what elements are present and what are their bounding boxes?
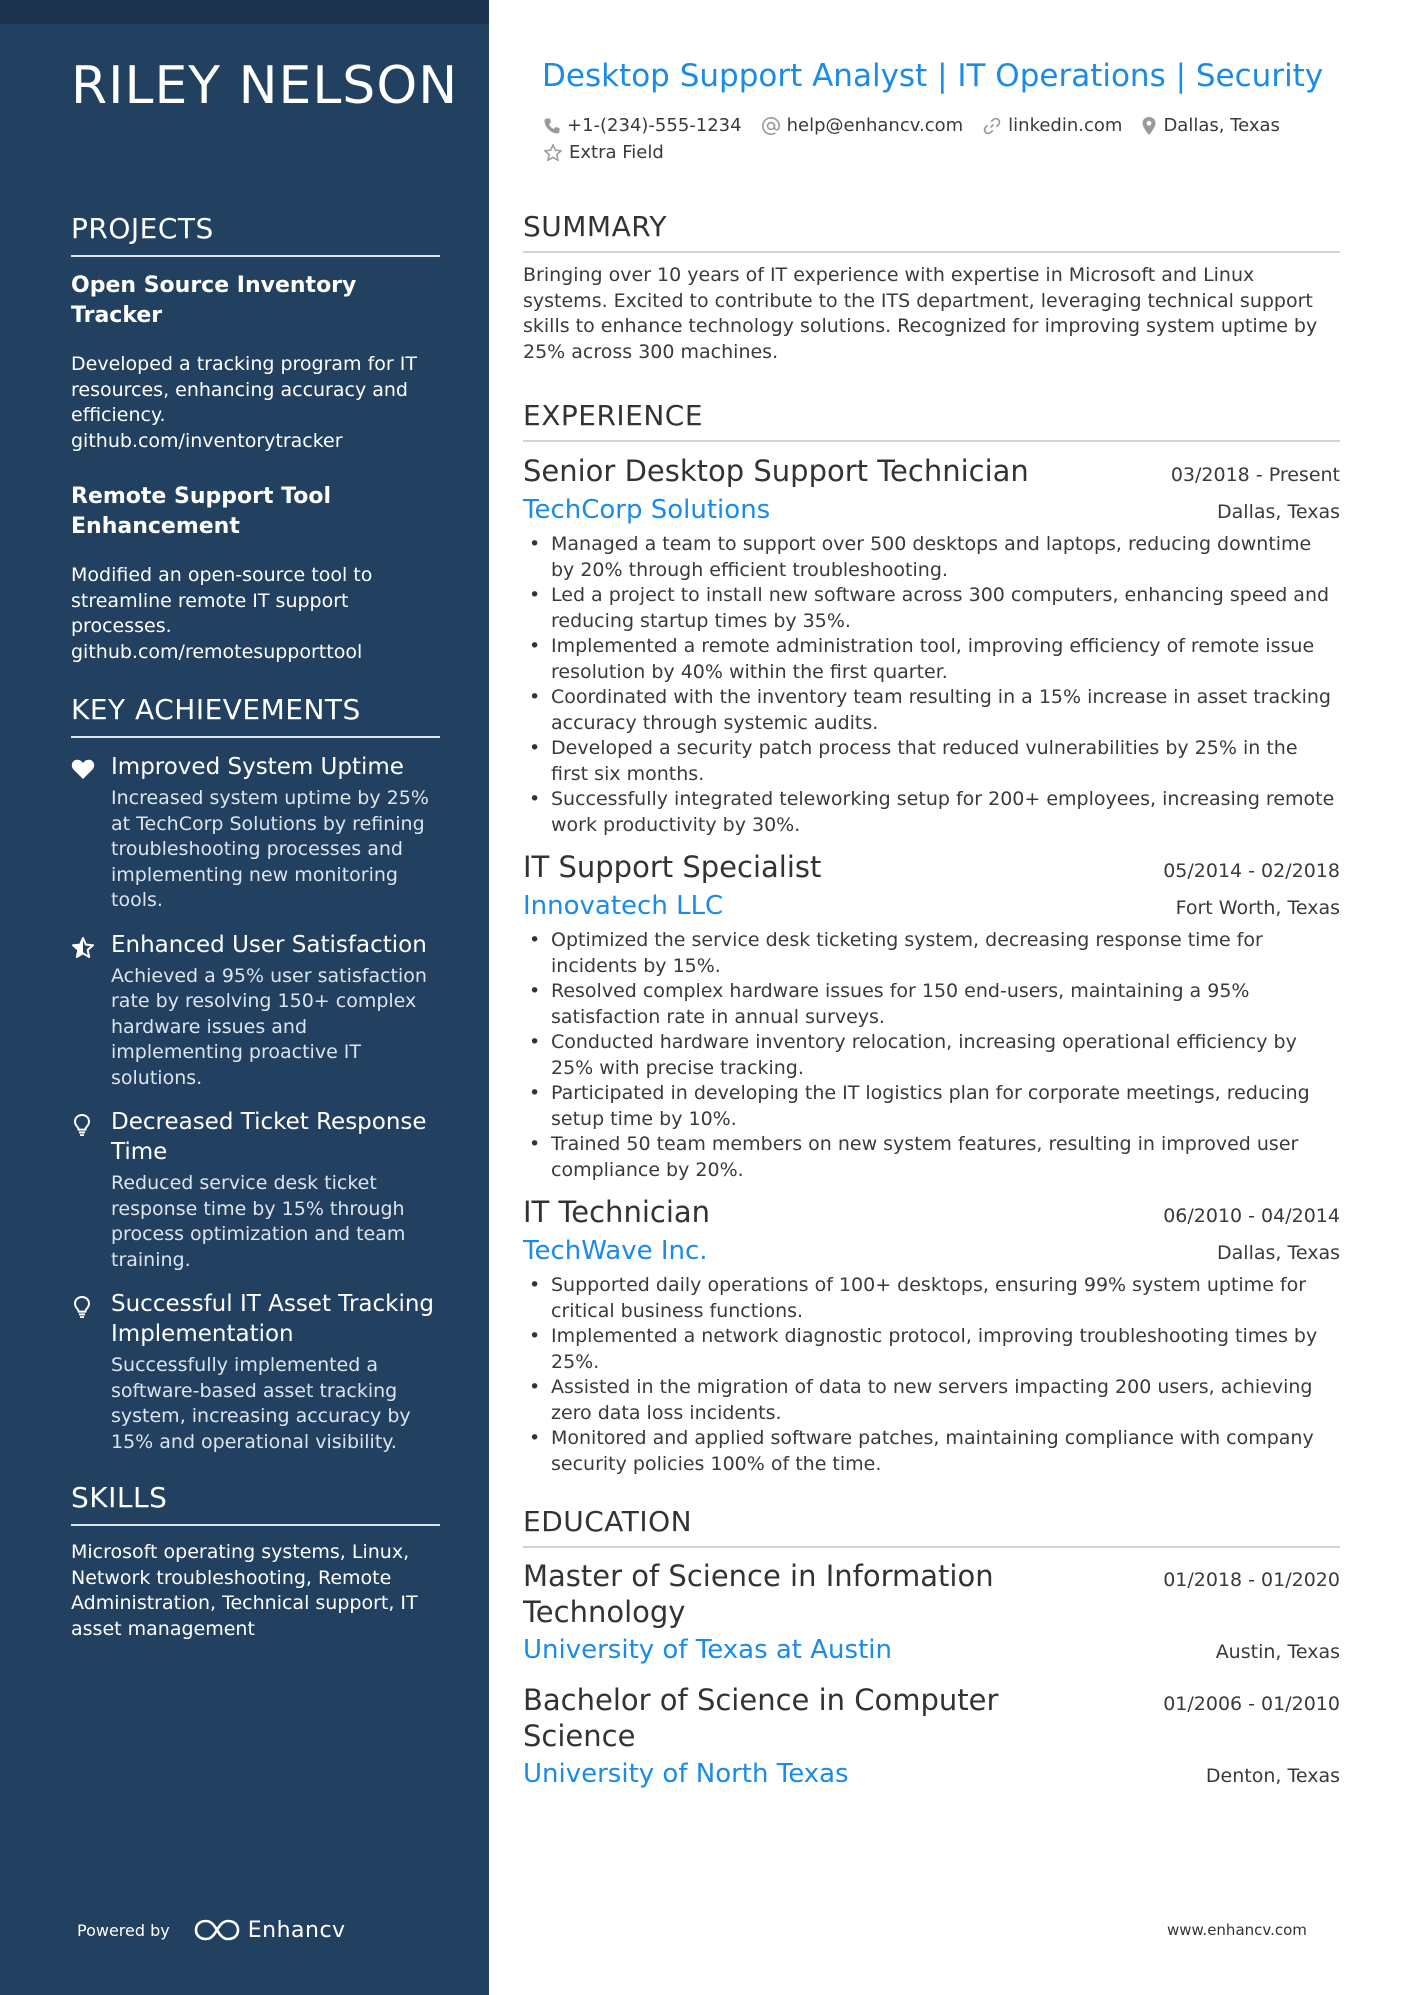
- job-title: IT Technician: [523, 1195, 711, 1229]
- link-icon: [982, 116, 1002, 136]
- education-date: 01/2018 - 01/2020: [1163, 1569, 1340, 1591]
- achievement-item: [71, 930, 440, 1092]
- main-column: [523, 210, 1340, 1806]
- footer-url[interactable]: www.enhancv.com: [1167, 1921, 1307, 1939]
- job-bullet: • Trained 50 team members on new system features, resulting in improved user compliance by 20%.: [523, 1132, 1340, 1183]
- job-bullet: • Implemented a remote administration tool, improving efficiency of remote issue resolution by 40% within the first quarter.: [523, 634, 1340, 685]
- contact-location: [1141, 115, 1280, 136]
- job-bullet: • Coordinated with the inventory team resulting in a 15% increase in asset tracking accuracy through systemic audits.: [523, 685, 1340, 736]
- email-text: help@enhancv.com: [786, 115, 964, 136]
- job-bullet: • Assisted in the migration of data to new servers impacting 200 users, achieving zero data loss incidents.: [523, 1375, 1340, 1426]
- contact-linkedin[interactable]: [982, 115, 1122, 136]
- powered-by-label: Powered by: [77, 1920, 170, 1940]
- linkedin-text: linkedin.com: [1008, 115, 1123, 136]
- achievement-item: [71, 752, 440, 914]
- education-section-title: EDUCATION: [523, 1505, 1340, 1548]
- skills-section-title: SKILLS: [71, 1481, 440, 1526]
- sidebar-top-band: [0, 0, 489, 24]
- job-title: Senior Desktop Support Technician: [523, 454, 1029, 488]
- phone-text: +1-(234)-555-1234: [567, 115, 742, 136]
- job-entry: [523, 848, 1340, 1183]
- education-entry: [523, 1558, 1340, 1668]
- job-bullet: • Conducted hardware inventory relocation, increasing operational efficiency by 25% with precise tracking.: [523, 1030, 1340, 1081]
- project-description: Developed a tracking program for IT resources, enhancing accuracy and efficiency. github.com/inventorytracker: [71, 353, 417, 452]
- project-title: Remote Support Tool Enhancement: [71, 484, 331, 539]
- job-date: 03/2018 - Present: [1170, 464, 1340, 486]
- job-bullet: • Participated in developing the IT logistics plan for corporate meetings, reducing setup time by 10%.: [523, 1081, 1340, 1132]
- company-name: TechCorp Solutions: [523, 495, 771, 525]
- achievements-section-title: KEY ACHIEVEMENTS: [71, 693, 440, 738]
- contact-phone[interactable]: [543, 115, 742, 136]
- job-bullet: • Led a project to install new software across 300 computers, enhancing speed and reducing startup times by 35%.: [523, 583, 1340, 634]
- job-location: Fort Worth, Texas: [1175, 897, 1340, 919]
- lightbulb-icon: [71, 1289, 111, 1455]
- star-icon: [543, 143, 563, 163]
- job-entry: [523, 1193, 1340, 1477]
- job-bullet: • Implemented a network diagnostic protocol, improving troubleshooting times by 25%.: [523, 1324, 1340, 1375]
- enhancv-logo[interactable]: [194, 1917, 346, 1943]
- headline: Desktop Support Analyst | IT Operations | Security: [542, 58, 1324, 94]
- project-description: Modified an open-source tool to streamline remote IT support processes. github.com/remotesupporttool: [71, 564, 373, 663]
- job-bullets: [523, 1273, 1340, 1477]
- degree-title: Bachelor of Science in Computer Science: [523, 1683, 999, 1753]
- achievement-title: Improved System Uptime: [111, 754, 404, 780]
- achievement-description: Increased system uptime by 25% at TechCorp Solutions by refining troubleshooting processes and implementing new monitoring tools.: [111, 787, 429, 911]
- achievement-title: Successful IT Asset Tracking Implementation: [111, 1291, 435, 1347]
- achievement-description: Achieved a 95% user satisfaction rate by resolving 150+ complex hardware issues and implementing proactive IT solutions.: [111, 964, 427, 1089]
- location-pin-icon: [1141, 116, 1157, 136]
- job-date: 05/2014 - 02/2018: [1163, 860, 1340, 882]
- experience-section-title: EXPERIENCE: [523, 399, 1340, 442]
- achievement-title: Enhanced User Satisfaction: [111, 931, 427, 958]
- company-name: TechWave Inc.: [523, 1236, 708, 1266]
- contact-extra: [543, 142, 664, 163]
- phone-icon: [543, 117, 561, 135]
- degree-title: Master of Science in Information Technology: [523, 1559, 994, 1629]
- school-name: University of North Texas: [523, 1759, 849, 1789]
- projects-section-title: PROJECTS: [71, 212, 440, 257]
- project-item: [71, 271, 440, 454]
- achievement-item: [71, 1289, 440, 1455]
- job-bullet: • Managed a team to support over 500 desktops and laptops, reducing downtime by 20% through efficient troubleshooting.: [523, 532, 1340, 583]
- summary-text: Bringing over 10 years of IT experience with expertise in Microsoft and Linux systems. Excited to contribute to the ITS department, leveraging technical support skills to enhance technology solutions. Recognized for improving system uptime by 25% across 300 machines.: [523, 264, 1318, 363]
- skills-list: Microsoft operating systems, Linux, Network troubleshooting, Remote Administration, Technical support, IT asset management: [71, 1541, 418, 1640]
- education-date: 01/2006 - 01/2010: [1163, 1693, 1340, 1715]
- company-name: Innovatech LLC: [523, 891, 724, 921]
- school-location: Denton, Texas: [1205, 1765, 1340, 1787]
- location-text: Dallas, Texas: [1163, 115, 1280, 136]
- education-entry: [523, 1682, 1340, 1792]
- job-bullet: • Optimized the service desk ticketing system, decreasing response time for incidents by 15%.: [523, 928, 1340, 979]
- heart-icon: [71, 752, 111, 914]
- contact-email[interactable]: [761, 115, 964, 136]
- job-bullet: • Developed a security patch process that reduced vulnerabilities by 25% in the first six months.: [523, 736, 1340, 787]
- extra-field-text: Extra Field: [569, 142, 664, 163]
- enhancv-brand: Enhancv: [247, 1917, 346, 1943]
- achievement-description: Reduced service desk ticket response time by 15% through process optimization and team training.: [111, 1172, 406, 1271]
- achievement-description: Successfully implemented a software-based asset tracking system, increasing accuracy by 15% and operational visibility.: [111, 1354, 411, 1453]
- sidebar: [0, 0, 489, 1995]
- job-location: Dallas, Texas: [1217, 1242, 1340, 1264]
- school-name: University of Texas at Austin: [523, 1635, 892, 1665]
- job-bullet: • Resolved complex hardware issues for 150 end-users, maintaining a 95% satisfaction rate in annual surveys.: [523, 979, 1340, 1030]
- candidate-name: RILEY NELSON: [71, 56, 459, 116]
- enhancv-logo-icon: [194, 1917, 240, 1943]
- job-bullets: [523, 532, 1340, 838]
- project-title: Open Source Inventory Tracker: [71, 273, 357, 328]
- job-bullets: [523, 928, 1340, 1183]
- powered-by: [77, 1917, 346, 1943]
- school-location: Austin, Texas: [1215, 1641, 1340, 1663]
- sidebar-content: [71, 212, 440, 1642]
- job-date: 06/2010 - 04/2014: [1163, 1205, 1340, 1227]
- project-item: [71, 482, 440, 665]
- contact-info: [543, 112, 1333, 166]
- lightbulb-icon: [71, 1107, 111, 1273]
- job-title: IT Support Specialist: [523, 850, 822, 884]
- achievement-title: Decreased Ticket Response Time: [111, 1109, 427, 1165]
- job-bullet: • Supported daily operations of 100+ desktops, ensuring 99% system uptime for critical business functions.: [523, 1273, 1340, 1324]
- job-bullet: • Successfully integrated teleworking setup for 200+ employees, increasing remote work productivity by 30%.: [523, 787, 1340, 838]
- job-entry: [523, 452, 1340, 838]
- star-half-icon: [71, 930, 111, 1092]
- achievement-item: [71, 1107, 440, 1273]
- summary-section-title: SUMMARY: [523, 210, 1340, 253]
- job-location: Dallas, Texas: [1217, 501, 1340, 523]
- job-bullet: • Monitored and applied software patches, maintaining compliance with company security policies 100% of the time.: [523, 1426, 1340, 1477]
- at-icon: [761, 116, 781, 136]
